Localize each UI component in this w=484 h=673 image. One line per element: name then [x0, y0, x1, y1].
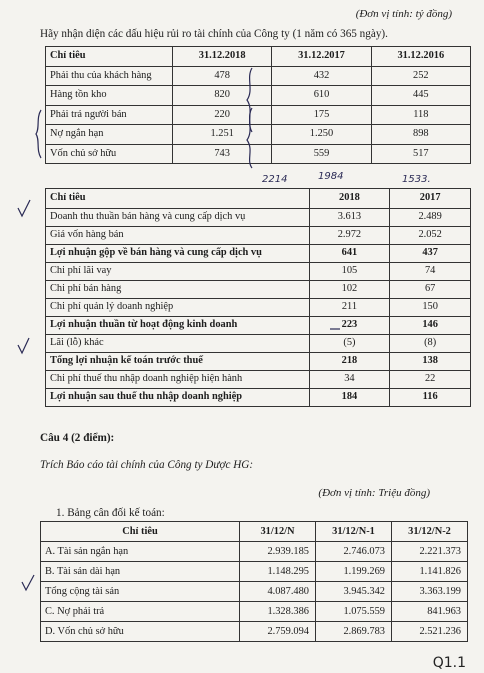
row-label: C. Nợ phải trả — [41, 602, 240, 622]
cell-value: 74 — [390, 262, 471, 280]
cell-value: (8) — [390, 334, 471, 352]
cell-value: 220 — [173, 105, 272, 125]
header-cell: 2018 — [309, 189, 390, 209]
cell-value: 437 — [390, 244, 471, 262]
handwritten-note: 2214 — [262, 174, 288, 185]
handwritten-corner-mark: Q1.1 — [432, 655, 466, 671]
cell-value: 3.363.199 — [392, 582, 468, 602]
cell-value: 610 — [272, 86, 371, 106]
table-row — [46, 370, 471, 388]
table-row — [46, 105, 471, 125]
row-label: Tổng cộng tài sản — [41, 582, 240, 602]
cell-value: 67 — [390, 280, 471, 298]
cell-value: 641 — [309, 244, 390, 262]
table-row — [46, 208, 471, 226]
unit-note: (Đơn vị tính: Triệu đồng) — [318, 487, 430, 499]
cell-value: 4.087.480 — [240, 582, 316, 602]
cell-value: 841.963 — [392, 602, 468, 622]
table-row — [46, 144, 471, 164]
table-row — [41, 582, 468, 602]
header-cell: Chỉ tiêu — [46, 189, 310, 209]
question-4-title: Câu 4 (2 điểm): — [40, 432, 115, 444]
table-row — [46, 334, 471, 352]
cell-value: 898 — [371, 125, 470, 145]
handwritten-note: 1984 — [318, 171, 344, 182]
question-intro: Hãy nhận diện các dấu hiệu rủi ro tài chính của Công ty (1 năm có 365 ngày). — [40, 28, 388, 40]
cell-value: 1.251 — [173, 125, 272, 145]
cell-value: 116 — [390, 388, 471, 406]
header-cell: 31/12/N-1 — [316, 522, 392, 542]
table-row — [41, 562, 468, 582]
table-row — [46, 66, 471, 86]
row-label: Lợi nhuận sau thuế thu nhập doanh nghiệp — [46, 388, 310, 406]
header-cell: 31/12/N — [240, 522, 316, 542]
cell-value: 3.945.342 — [316, 582, 392, 602]
table-header-row — [41, 522, 468, 542]
cell-value: 2.746.073 — [316, 542, 392, 562]
header-cell: Chỉ tiêu — [46, 47, 173, 67]
row-label: Tổng lợi nhuận kế toán trước thuế — [46, 352, 310, 370]
cell-value: 22 — [390, 370, 471, 388]
cell-value: 2.052 — [390, 226, 471, 244]
row-label: Chi phí bán hàng — [46, 280, 310, 298]
cell-value: 2.489 — [390, 208, 471, 226]
row-label: D. Vốn chủ sở hữu — [41, 622, 240, 642]
table-row — [46, 226, 471, 244]
cell-value: 34 — [309, 370, 390, 388]
balance-items-table — [45, 46, 471, 164]
cell-value: 2.521.236 — [392, 622, 468, 642]
cell-value: 150 — [390, 298, 471, 316]
row-label: Lợi nhuận thuần từ hoạt động kinh doanh — [46, 316, 310, 334]
cell-value: 2.972 — [309, 226, 390, 244]
cell-value: 3.613 — [309, 208, 390, 226]
cell-value: 211 — [309, 298, 390, 316]
table-row — [41, 622, 468, 642]
row-label: Lợi nhuận gộp về bán hàng và cung cấp dịch vụ — [46, 244, 310, 262]
table-row — [46, 280, 471, 298]
balance-sheet-title: 1. Bảng cân đối kế toán: — [56, 507, 165, 519]
header-cell: 31/12/N-2 — [392, 522, 468, 542]
cell-value: 432 — [272, 66, 371, 86]
cell-value: 252 — [371, 66, 470, 86]
handwritten-note: 1533. — [402, 174, 431, 185]
table-row — [46, 298, 471, 316]
table-header-row — [46, 47, 471, 67]
header-cell: 2017 — [390, 189, 471, 209]
cell-value: 138 — [390, 352, 471, 370]
table-row — [46, 316, 471, 334]
cell-value: 2.869.783 — [316, 622, 392, 642]
cell-value: 1.199.269 — [316, 562, 392, 582]
unit-note-top: (Đơn vị tính: tỷ đồng) — [355, 8, 452, 20]
cell-value: 2.221.373 — [392, 542, 468, 562]
cell-value: 1.250 — [272, 125, 371, 145]
row-label: Nợ ngắn hạn — [46, 125, 173, 145]
header-cell: Chỉ tiêu — [41, 522, 240, 542]
row-label: Doanh thu thuần bán hàng và cung cấp dịch vụ — [46, 208, 310, 226]
row-label: Chi phí quản lý doanh nghiệp — [46, 298, 310, 316]
cell-value: 223 — [309, 316, 390, 334]
cell-value: 820 — [173, 86, 272, 106]
cell-value: 2.939.185 — [240, 542, 316, 562]
table-row — [46, 352, 471, 370]
table-row — [46, 244, 471, 262]
cell-value: 1.141.826 — [392, 562, 468, 582]
header-cell: 31.12.2017 — [272, 47, 371, 67]
table-row — [46, 125, 471, 145]
cell-value: 478 — [173, 66, 272, 86]
cell-value: 517 — [371, 144, 470, 164]
table-row — [41, 542, 468, 562]
cell-value: 1.328.386 — [240, 602, 316, 622]
header-cell: 31.12.2018 — [173, 47, 272, 67]
cell-value: 1.148.295 — [240, 562, 316, 582]
cell-value: 445 — [371, 86, 470, 106]
row-label: Chi phí thuế thu nhập doanh nghiệp hiện hành — [46, 370, 310, 388]
cell-value: 1.075.559 — [316, 602, 392, 622]
row-label: A. Tài sản ngắn hạn — [41, 542, 240, 562]
cell-value: 105 — [309, 262, 390, 280]
row-label: Chi phí lãi vay — [46, 262, 310, 280]
row-label: Lãi (lỗ) khác — [46, 334, 310, 352]
row-label: Giá vốn hàng bán — [46, 226, 310, 244]
table-header-row — [46, 189, 471, 209]
cell-value: 102 — [309, 280, 390, 298]
cell-value: 118 — [371, 105, 470, 125]
row-label: Hàng tồn kho — [46, 86, 173, 106]
cell-value: 743 — [173, 144, 272, 164]
question-4-subtitle: Trích Báo cáo tài chính của Công ty Dược HG: — [40, 459, 254, 471]
row-label: Phải thu của khách hàng — [46, 66, 173, 86]
cell-value: 559 — [272, 144, 371, 164]
cell-value: 146 — [390, 316, 471, 334]
row-label: B. Tài sản dài hạn — [41, 562, 240, 582]
table-row — [46, 388, 471, 406]
row-label: Vốn chủ sở hữu — [46, 144, 173, 164]
table-row — [46, 262, 471, 280]
cell-value: 184 — [309, 388, 390, 406]
cell-value: 218 — [309, 352, 390, 370]
table-row — [46, 86, 471, 106]
row-label: Phải trả người bán — [46, 105, 173, 125]
cell-value: 2.759.094 — [240, 622, 316, 642]
income-statement-table — [45, 188, 471, 407]
balance-sheet-table — [40, 521, 468, 642]
cell-value: 175 — [272, 105, 371, 125]
header-cell: 31.12.2016 — [371, 47, 470, 67]
cell-value: (5) — [309, 334, 390, 352]
table-row — [41, 602, 468, 622]
